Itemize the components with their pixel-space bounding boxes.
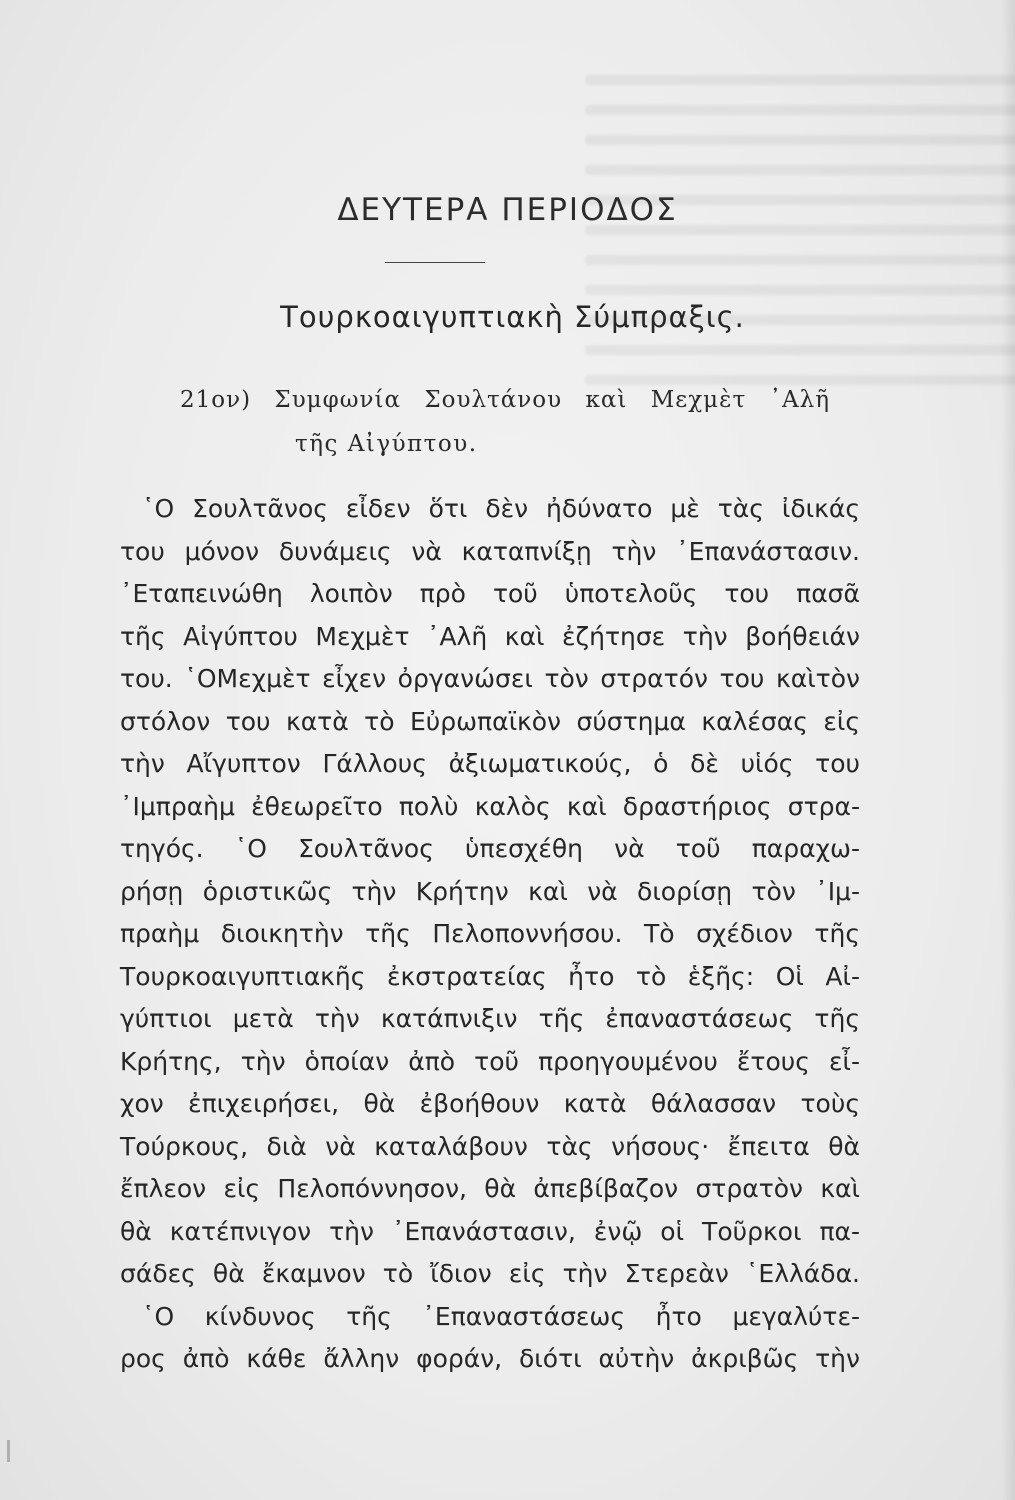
chapter-title: Τουρκοαιγυπτιακὴ Σύμπραξις. <box>280 300 745 334</box>
text-line: του. ῾ΟΜεχμὲτ εἶχεν ὀργανώσει τὸν στρατόν του καὶτὸν <box>120 664 860 693</box>
subsection-title <box>180 378 830 466</box>
text-line: Κρήτης, τὴν ὁποίαν ἀπὸ τοῦ προηγουμένου ἔτους εἶ- <box>120 1046 860 1076</box>
text-line: ῾Ο κίνδυνος τῆς ᾿Επαναστάσεως ἦτο μεγαλύτε- <box>142 1301 860 1331</box>
text-line: χον ἐπιχειρήσει, θὰ ἐβοήθουν κατὰ θάλασσαν τοὺς <box>120 1089 860 1118</box>
text-line: σάδες θὰ ἔκαμνον τὸ ἴδιον εἰς τὴν Στερεὰν ῾Ελλάδα. <box>120 1259 860 1288</box>
text-line: ῾Ο Σουλτᾶνος εἶδεν ὅτι δὲν ἠδύνατο μὲ τὰς ἰδικάς <box>142 494 860 523</box>
body-text <box>120 488 860 1381</box>
text-line: τῆς Αἰγύπτου Μεχμὲτ ᾿Αλῆ καὶ ἐζήτησε τὴν βοήθειάν <box>120 621 860 651</box>
scan-margin-mark <box>7 1440 10 1462</box>
subsection-title-line: τῆς Αἰγύπτου. <box>295 431 478 457</box>
section-heading: ΔΕΥΤΕΡΑ ΠΕΡΙΟΔΟΣ <box>337 192 678 228</box>
heading-rule <box>385 262 485 263</box>
text-line: ρος ἀπὸ κάθε ἄλλην φοράν, διότι αὐτὴν ἀκριβῶς τὴν <box>120 1344 860 1373</box>
text-line: γύπτιοι μετὰ τὴν κατάπνιξιν τῆς ἐπαναστάσεως τῆς <box>120 1004 860 1033</box>
subsection-title-line: 21ον) Συμφωνία Σουλτάνου καὶ Μεχμὲτ ᾿Αλῆ <box>180 387 830 413</box>
text-line: του μόνον δυνάμεις νὰ καταπνίξῃ τὴν ᾿Επανάστασιν. <box>120 536 860 566</box>
text-line: τὴν Αἴγυπτον Γάλλους ἀξιωματικούς, ὁ δὲ υἱός του <box>120 749 860 778</box>
text-line: ἔπλεον εἰς Πελοπόννησον, θὰ ἀπεβίβαζον στρατὸν καὶ <box>120 1174 860 1203</box>
text-line: στόλον του κατὰ τὸ Εὐρωπαϊκὸν σύστημα καλέσας εἰς <box>120 706 860 736</box>
text-line: θὰ κατέπνιγον τὴν ᾿Επανάστασιν, ἐνῷ οἱ Τοῦρκοι πα- <box>120 1216 860 1246</box>
text-line: ᾿Εταπεινώθη λοιπὸν πρὸ τοῦ ὑποτελοῦς του πασᾶ <box>120 579 860 608</box>
text-line: πραὴμ διοικητὴν τῆς Πελοποννήσου. Τὸ σχέδιον τῆς <box>120 919 860 948</box>
text-line: Τουρκοαιγυπτιακῆς ἐκστρατείας ἦτο τὸ ἑξῆς: Οἱ Αἰ- <box>120 961 860 991</box>
text-line: τηγός. ῾Ο Σουλτᾶνος ὑπεσχέθη νὰ τοῦ παραχω- <box>120 834 860 863</box>
text-line: ᾿Ιμπραὴμ ἐθεωρεῖτο πολὺ καλὸς καὶ δραστήριος στρα- <box>120 791 860 821</box>
text-line: ρήσῃ ὁριστικῶς τὴν Κρήτην καὶ νὰ διορίσῃ τὸν ᾿Ιμ- <box>120 876 860 906</box>
text-line: Τούρκους, διὰ νὰ καταλάβουν τὰς νήσους· ἔπειτα θὰ <box>120 1131 860 1161</box>
